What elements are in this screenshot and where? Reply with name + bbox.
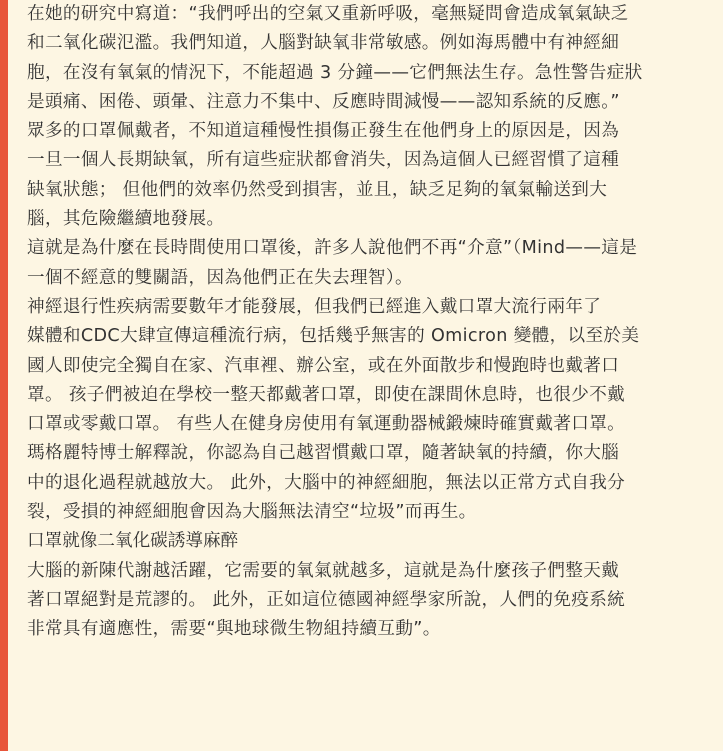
- text-line: 瑪格麗特博士解釋說，你認為自己越習慣戴口罩，隨著缺氧的持續，你大腦: [27, 443, 620, 464]
- paragraph: [27, 293, 717, 439]
- accent-bar: [0, 0, 8, 751]
- text-line: 和二氧化碳氾濫。我們知道，人腦對缺氧非常敏感。例如海馬體中有神經細: [27, 33, 620, 54]
- paragraph: [27, 557, 717, 645]
- paragraph: [27, 234, 717, 293]
- text-line: 腦，其危險繼續地發展。: [27, 209, 225, 230]
- text-line: 一個不經意的雙關語，因為他們正在失去理智）。: [27, 267, 413, 288]
- paragraph: [27, 439, 717, 527]
- text-line: 大腦的新陳代謝越活躍，它需要的氧氣就越多，這就是為什麼孩子們整天戴: [27, 560, 620, 581]
- text-line: 是頭痛、困倦、頭暈、注意力不集中、反應時間減慢——認知系統的反應。”: [27, 91, 620, 112]
- article-body: [27, 0, 717, 645]
- text-line: 神經退行性疾病需要數年才能發展，但我們已經進入戴口罩大流行兩年了: [27, 296, 602, 317]
- text-line: 裂，受損的神經細胞會因為大腦無法清空“垃圾”而再生。: [27, 502, 477, 523]
- text-line: 中的退化過程就越放大。 此外，大腦中的神經細胞，無法以正常方式自我分: [27, 472, 626, 493]
- text-line: 眾多的口罩佩戴者，不知道這種慢性損傷正發生在他們身上的原因是，因為: [27, 121, 620, 142]
- text-line: 國人即使完全獨自在家、汽車裡、辦公室，或在外面散步和慢跑時也戴著口: [27, 355, 620, 376]
- section-heading: 口罩就像二氧化碳誘導麻醉: [27, 531, 239, 552]
- paragraph: [27, 117, 717, 234]
- text-line: 一旦一個人長期缺氧，所有這些症狀都會消失，因為這個人已經習慣了這種: [27, 150, 620, 171]
- text-line: 胞，在沒有氧氣的情況下，不能超過 3 分鐘——它們無法生存。急性警告症狀: [27, 62, 643, 83]
- text-line: 著口罩絕對是荒謬的。 此外，正如這位德國神經學家所說，人們的免疫系統: [27, 589, 626, 610]
- text-line: 口罩或零戴口罩。 有些人在健身房使用有氧運動器械鍛煉時確實戴著口罩。: [27, 414, 626, 435]
- text-line: 媒體和CDC大肆宣傳這種流行病，包括幾乎無害的 Omicron 變體，以至於美: [27, 326, 640, 347]
- text-line: 罩。 孩子們被迫在學校一整天都戴著口罩，即使在課間休息時，也很少不戴: [27, 384, 626, 405]
- text-line: 在她的研究中寫道：“我們呼出的空氣又重新呼吸，毫無疑問會造成氧氣缺乏: [27, 4, 629, 24]
- text-line: 非常具有適應性，需要“與地球微生物組持續互動”。: [27, 619, 441, 640]
- text-line: 這就是為什麼在長時間使用口罩後，許多人說他們不再“介意”（Mind——這是: [27, 238, 638, 259]
- quote-paragraph: [27, 0, 717, 117]
- text-line: 缺氧狀態； 但他們的效率仍然受到損害，並且，缺乏足夠的氧氣輸送到大: [27, 179, 608, 200]
